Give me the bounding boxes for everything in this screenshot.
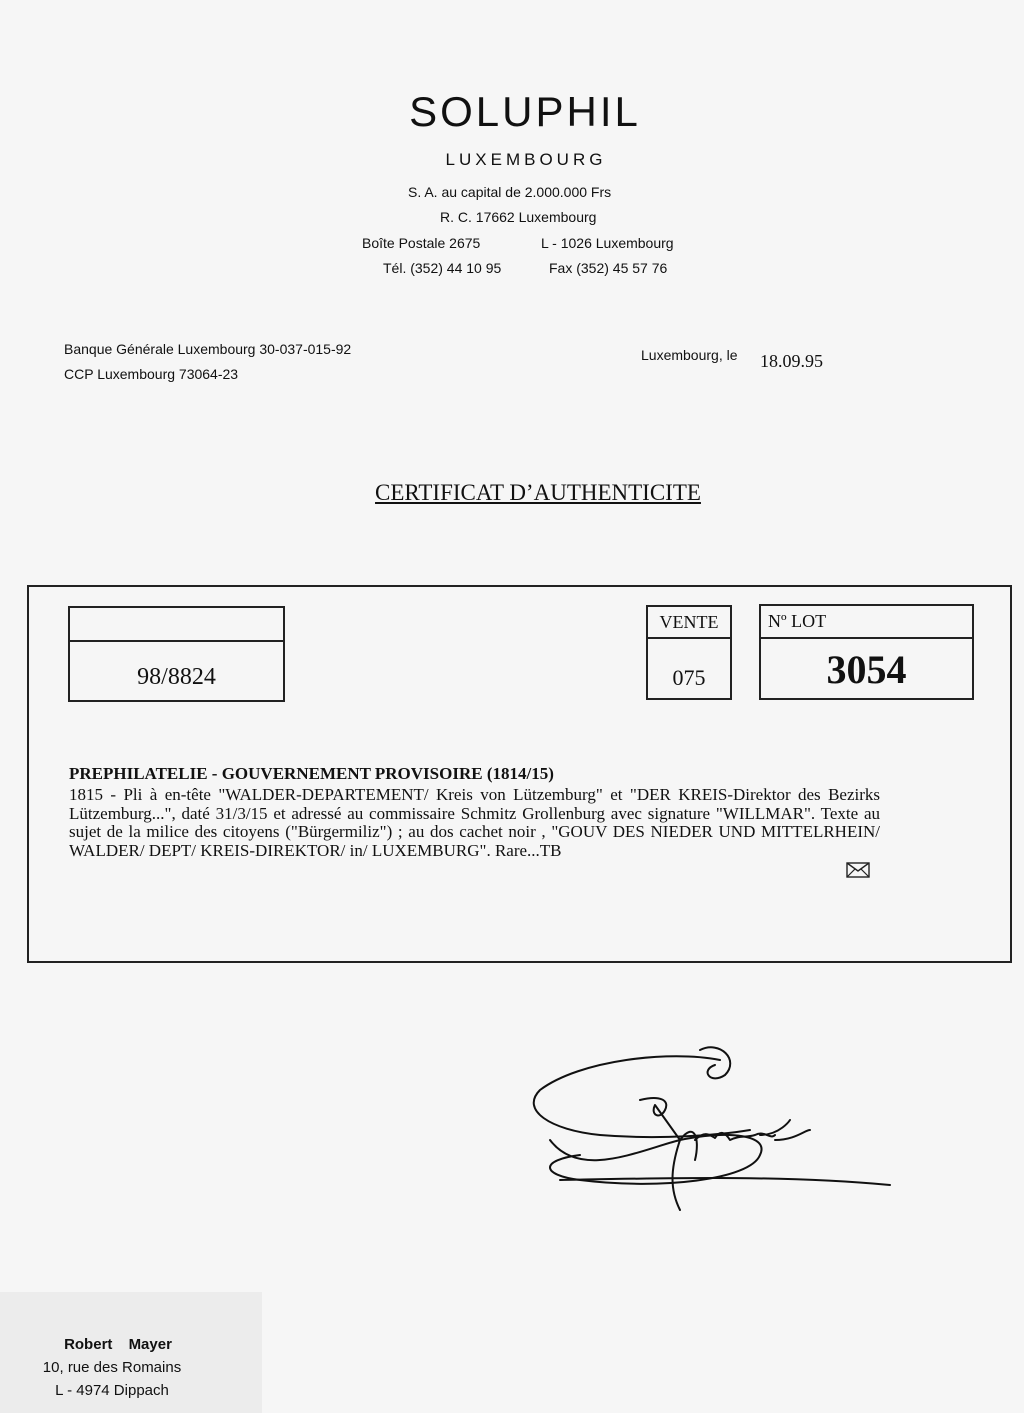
vente-number: 075 [672, 665, 706, 690]
lot-label: Nº LOT [768, 611, 827, 631]
lot-box-divider [761, 637, 972, 639]
envelope-icon [846, 862, 870, 883]
lot-box [759, 604, 974, 700]
lot-category: PREPHILATELIE - GOUVERNEMENT PROVISOIRE (1814/15) [69, 764, 554, 783]
footer-city: L - 4974 Dippach [55, 1382, 169, 1399]
footer-name: Robert Mayer [64, 1336, 172, 1353]
dateline-place: Luxembourg, le [641, 347, 738, 363]
company-registry: R. C. 17662 Luxembourg [440, 209, 597, 225]
reference-number: 98/8824 [137, 664, 216, 690]
company-po-box: Boîte Postale 2675 [362, 235, 481, 251]
reference-box-divider [70, 640, 283, 642]
company-phone: Tél. (352) 44 10 95 [383, 260, 502, 276]
lot-number: 3054 [826, 647, 907, 692]
vente-box-divider [648, 637, 730, 639]
ccp-account: CCP Luxembourg 73064-23 [64, 366, 239, 382]
company-postal-code: L - 1026 Luxembourg [541, 235, 674, 251]
vente-label: VENTE [659, 612, 719, 632]
reference-box [68, 606, 285, 702]
bank-account: Banque Générale Luxembourg 30-037-015-92 [64, 341, 352, 357]
vente-box [646, 605, 732, 700]
footer-street: 10, rue des Romains [42, 1359, 182, 1376]
company-capital: S. A. au capital de 2.000.000 Frs [408, 184, 612, 200]
company-city: LUXEMBOURG [445, 150, 607, 169]
lot-description: 1815 - Pli à en-tête "WALDER-DEPARTEMENT/ Kreis von Lützemburg" et "DER KREIS-Direktor des Bezirks Lützemburg...", daté 31/3/15 et adressé au commissaire Schmitz Grollenburg avec signature "WILLMAR". Texte au sujet de la milice des citoyens ("Bürgermiliz") ; au dos cachet noir , "GOUV DES NIEDER UND MITTELRHEIN/ WALDER/ DEPT/ KREIS-DIREKTOR/ in/ LUXEMBURG". Rare...TB [69, 785, 880, 860]
dateline-date: 18.09.95 [760, 351, 823, 371]
company-fax: Fax (352) 45 57 76 [549, 260, 668, 276]
handwritten-signature [520, 1040, 900, 1225]
certificate-title: CERTIFICAT D’AUTHENTICITE [375, 480, 701, 505]
company-name: SOLUPHIL [409, 88, 641, 135]
